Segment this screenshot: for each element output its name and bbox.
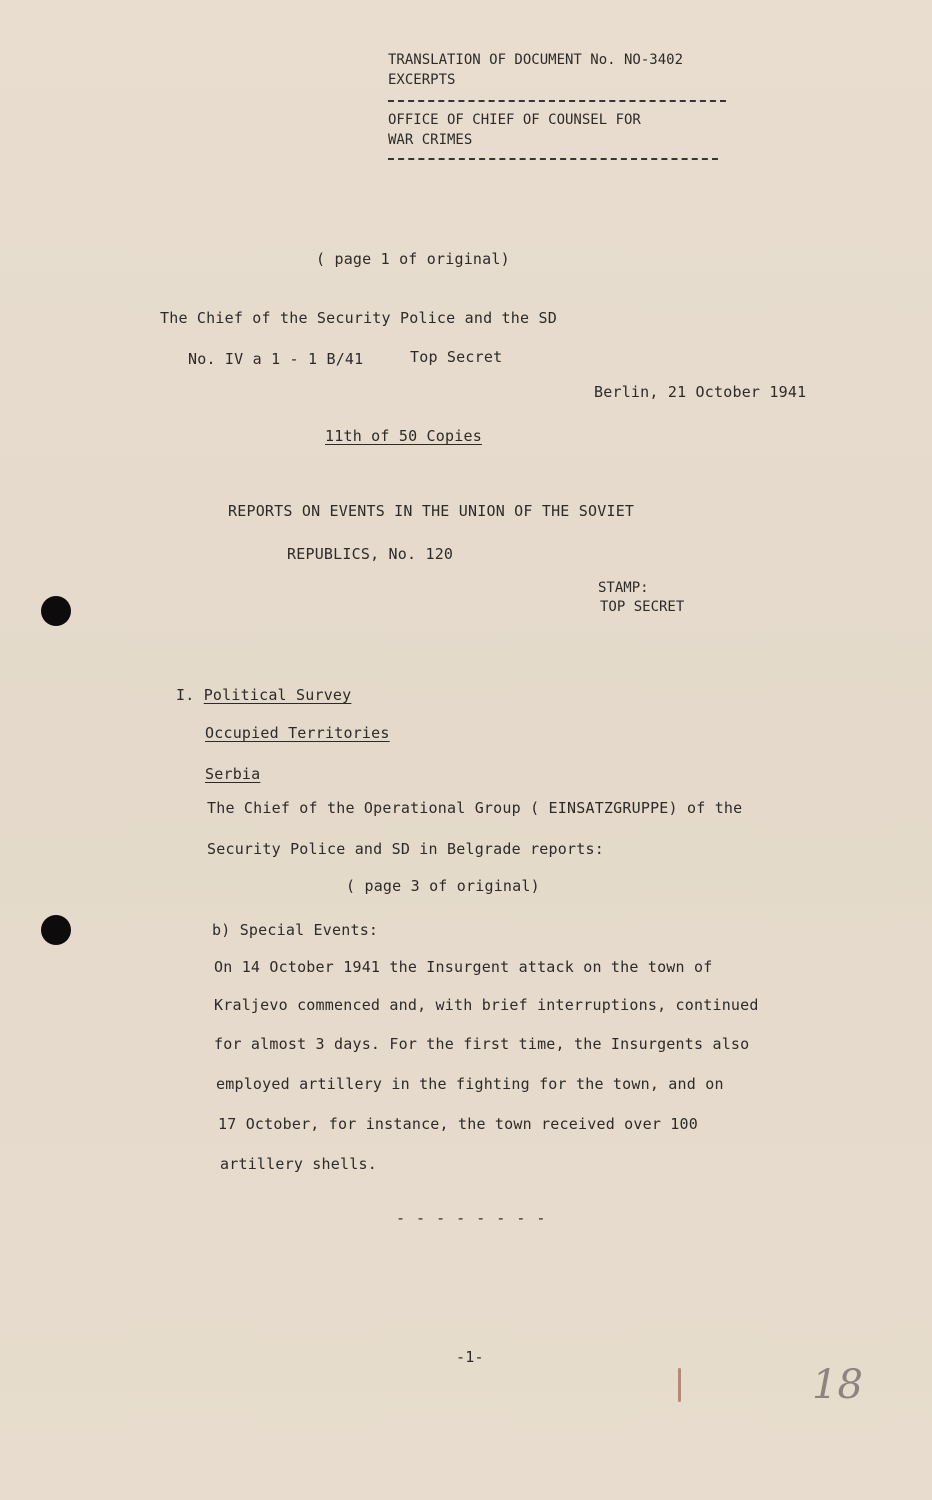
office-line-1: OFFICE OF CHIEF OF COUNSEL FOR (388, 112, 641, 128)
intro-line-2: Security Police and SD in Belgrade reports: (207, 840, 604, 858)
stamp-label: STAMP: (598, 580, 649, 596)
report-title-line-1: REPORTS ON EVENTS IN THE UNION OF THE SOVIET (228, 502, 635, 520)
body-line-5: 17 October, for instance, the town received over 100 (218, 1115, 698, 1133)
body-line-3: for almost 3 days. For the first time, the Insurgents also (214, 1035, 750, 1053)
handwritten-number: 18 (812, 1362, 863, 1408)
section-heading (176, 686, 351, 704)
page-reference-1: ( page 1 of original) (316, 250, 510, 268)
intro-line-1: The Chief of the Operational Group ( EINSATZGRUPPE) of the (207, 799, 743, 817)
body-line-1: On 14 October 1941 the Insurgent attack on the town of (214, 958, 713, 976)
section-subheading: Occupied Territories (205, 724, 390, 742)
sender-line: The Chief of the Security Police and the SD (160, 309, 557, 327)
end-marker: - - - - - - - - (396, 1209, 547, 1227)
page-reference-3: ( page 3 of original) (346, 877, 540, 895)
page-number: -1- (456, 1348, 484, 1366)
office-line-2: WAR CRIMES (388, 132, 473, 148)
punch-hole-top (41, 596, 71, 626)
header-divider-bottom (388, 158, 718, 160)
translation-title: TRANSLATION OF DOCUMENT No. NO-3402 (388, 52, 684, 68)
events-heading: b) Special Events: (212, 921, 379, 939)
reference-number: No. IV a 1 - 1 B/41 (188, 350, 364, 368)
punch-hole-bottom (41, 915, 71, 945)
header-divider-top (388, 100, 726, 102)
region-heading: Serbia (205, 765, 261, 783)
report-title-line-2: REPUBLICS, No. 120 (287, 545, 454, 563)
excerpts-label: EXCERPTS (388, 72, 456, 88)
section-heading-text: Political Survey (203, 686, 352, 704)
place-date: Berlin, 21 October 1941 (594, 383, 807, 401)
classification: Top Secret (410, 348, 503, 366)
body-line-4: employed artillery in the fighting for the town, and on (216, 1075, 724, 1093)
pencil-stroke (678, 1368, 681, 1402)
section-numeral: I. (176, 686, 204, 704)
copies-note: 11th of 50 Copies (325, 427, 482, 445)
body-line-6: artillery shells. (220, 1155, 377, 1173)
stamp-text: TOP SECRET (600, 599, 685, 615)
body-line-2: Kraljevo commenced and, with brief interruptions, continued (214, 996, 759, 1014)
